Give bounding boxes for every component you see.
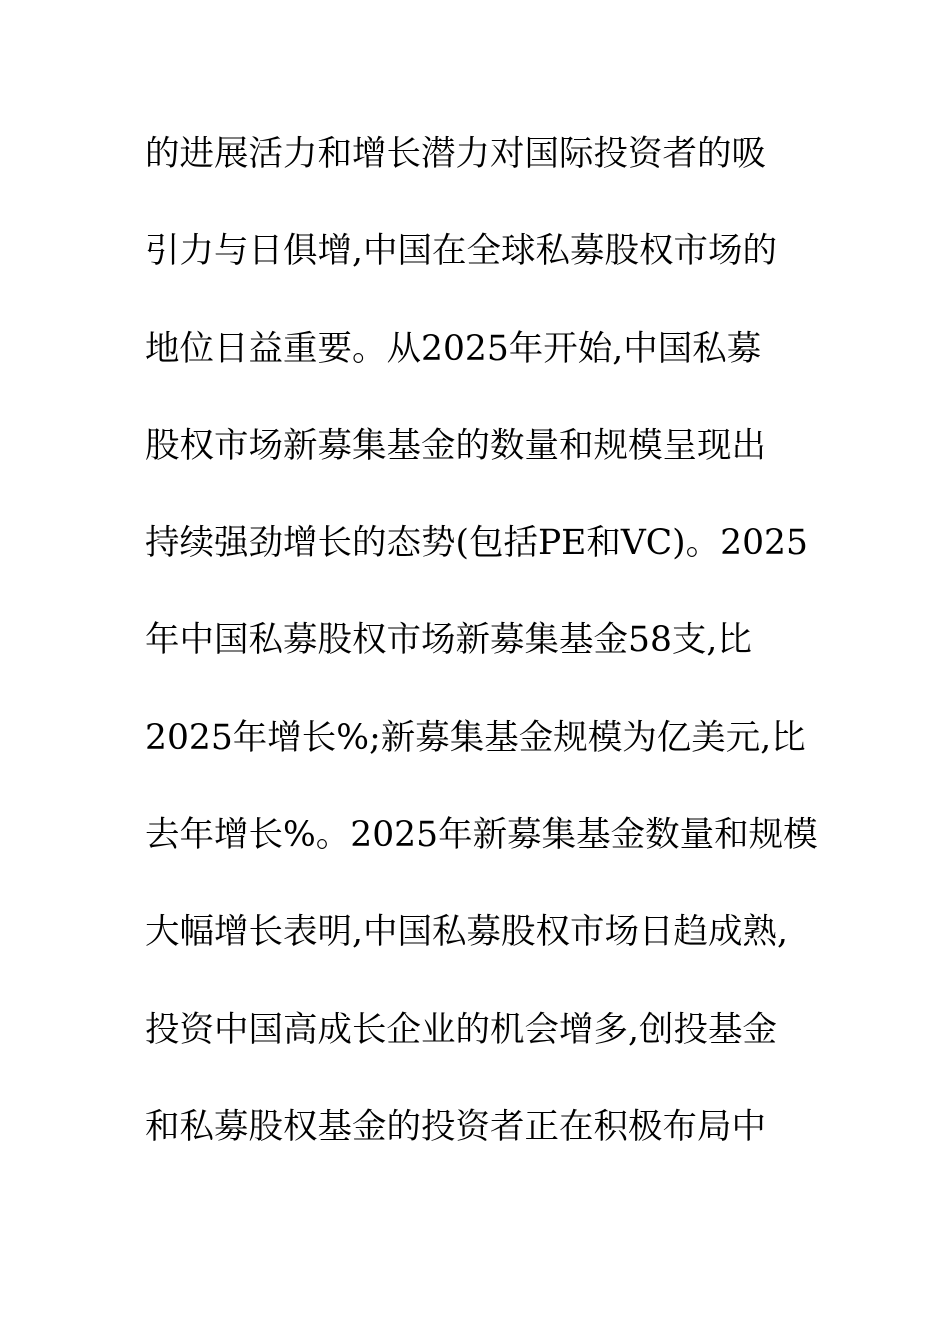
text-line-9: 大幅增长表明,中国私募股权市场日趋成熟,	[145, 912, 788, 953]
text-line-3: 地位日益重要。从2025年开始,中国私募	[145, 328, 762, 369]
text-line-8: 去年增长%。2025年新募集基金数量和规模	[145, 815, 818, 856]
body-paragraph	[145, 126, 825, 1196]
text-line-4: 股权市场新募集基金的数量和规模呈现出	[145, 425, 766, 466]
text-line-7: 2025年增长%;新募集基金规模为亿美元,比	[145, 717, 806, 758]
text-line-10: 投资中国高成长企业的机会增多,创投基金	[145, 1009, 777, 1050]
text-line-6: 年中国私募股权市场新募集基金58支,比	[145, 620, 752, 661]
text-line-2: 引力与日俱增,中国在全球私募股权市场的	[145, 231, 777, 272]
text-line-11: 和私募股权基金的投资者正在积极布局中	[145, 1106, 766, 1147]
text-line-5: 持续强劲增长的态势(包括PE和VC)。2025	[145, 523, 808, 564]
text-line-1: 的进展活力和增长潜力对国际投资者的吸	[145, 134, 766, 174]
